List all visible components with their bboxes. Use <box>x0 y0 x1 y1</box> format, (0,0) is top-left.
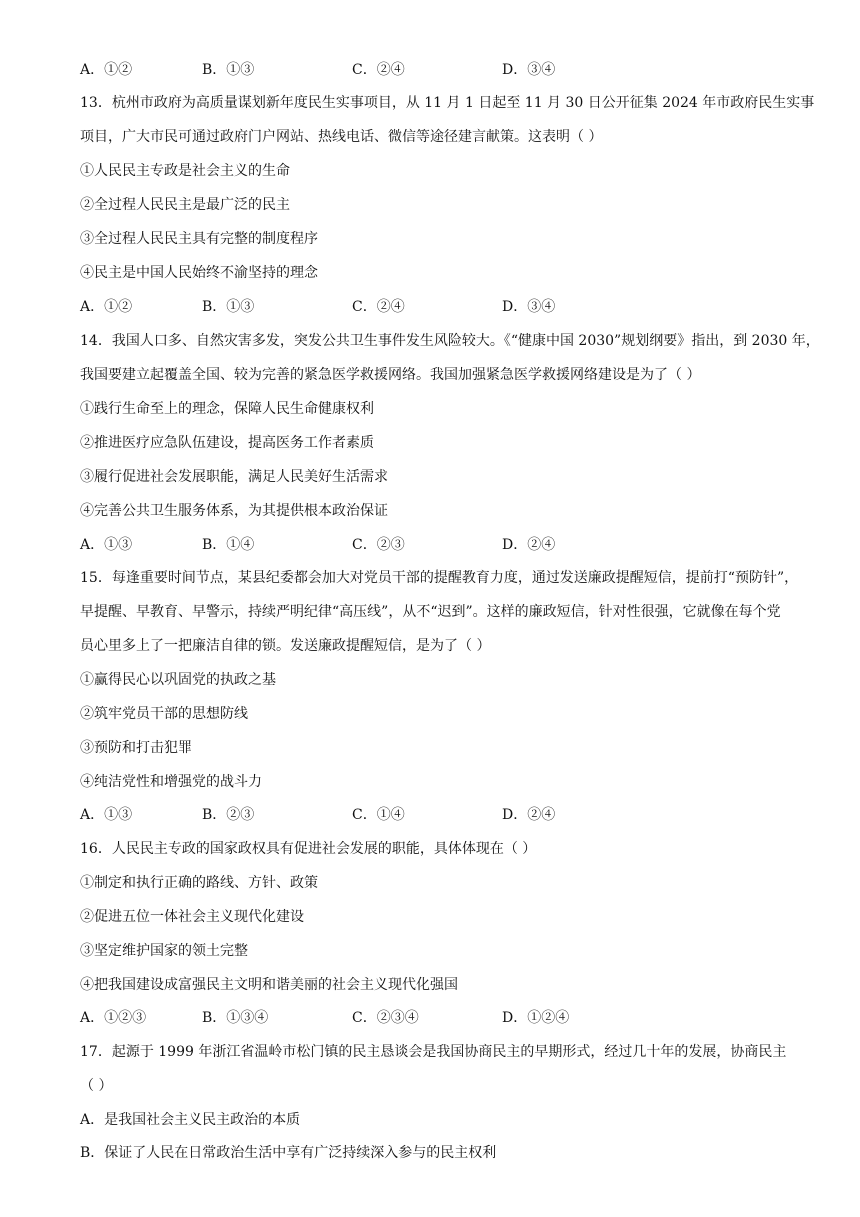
q15-option-d[interactable]: D．②④ <box>502 807 556 823</box>
q14-statement-1: ①践行生命至上的理念，保障人民生命健康权利 <box>80 401 374 417</box>
q13-option-b[interactable]: B．①③ <box>202 299 255 315</box>
q14-stem-line-1: 14．我国人口多、自然灾害多发，突发公共卫生事件发生风险较大。《“健康中国 2030”规划纲要》指出，到 2030 年， <box>80 333 820 349</box>
q16-option-b[interactable]: B．①③④ <box>202 1010 269 1026</box>
q12-options <box>80 60 780 80</box>
q13-statement-2: ②全过程人民民主是最广泛的民主 <box>80 197 290 213</box>
q15-statement-3: ③预防和打击犯罪 <box>80 740 192 756</box>
q13-stem-line-2: 项目，广大市民可通过政府门户网站、热线电话、微信等途径建言献策。这表明（ ） <box>80 129 603 145</box>
q15-stem-line-2: 早提醒、早教育、早警示，持续严明纪律“高压线”，从不“迟到”。这样的廉政短信，针对性很强，它就像在每个党 <box>80 604 781 620</box>
q14-option-c[interactable]: C．②③ <box>352 537 405 553</box>
q13-option-a[interactable]: A．①② <box>80 299 133 315</box>
q15-statement-2: ②筑牢党员干部的思想防线 <box>80 706 248 722</box>
q16-statement-1: ①制定和执行正确的路线、方针、政策 <box>80 875 318 891</box>
q17-stem-line-1: 17．起源于 1999 年浙江省温岭市松门镇的民主恳谈会是我国协商民主的早期形式，经过几十年的发展，协商民主 <box>80 1044 787 1060</box>
q15-stem-line-1: 15．每逢重要时间节点，某县纪委都会加大对党员干部的提醒教育力度，通过发送廉政提醒短信，提前打“预防针”， <box>80 570 799 586</box>
q15-statement-1: ①赢得民心以巩固党的执政之基 <box>80 672 276 688</box>
q16-stem-line-1: 16．人民民主专政的国家政权具有促进社会发展的职能，具体体现在（ ） <box>80 841 537 857</box>
q14-options <box>80 535 780 555</box>
q14-option-b[interactable]: B．①④ <box>202 537 255 553</box>
q17-option-a[interactable]: A．是我国社会主义民主政治的本质 <box>80 1112 301 1128</box>
q13-statement-1: ①人民民主专政是社会主义的生命 <box>80 163 290 179</box>
q13-option-d[interactable]: D．③④ <box>502 299 556 315</box>
q16-option-a[interactable]: A．①②③ <box>80 1010 147 1026</box>
q14-stem-line-2: 我国要建立起覆盖全国、较为完善的紧急医学救援网络。我国加强紧急医学救援网络建设是为了（ ） <box>80 367 701 383</box>
q16-option-d[interactable]: D．①②④ <box>502 1010 570 1026</box>
q14-statement-4: ④完善公共卫生服务体系，为其提供根本政治保证 <box>80 503 388 519</box>
q16-option-c[interactable]: C．②③④ <box>352 1010 419 1026</box>
q13-option-c[interactable]: C．②④ <box>352 299 405 315</box>
q17-stem-line-2: （ ） <box>80 1078 113 1094</box>
q15-stem-line-3: 员心里多上了一把廉洁自律的锁。发送廉政提醒短信，是为了（ ） <box>80 638 491 654</box>
q13-options <box>80 297 780 317</box>
q13-stem-line-1: 13．杭州市政府为高质量谋划新年度民生实事项目，从 11 月 1 日起至 11 月 30 日公开征集 2024 年市政府民生实事 <box>80 95 815 111</box>
q14-option-d[interactable]: D．②④ <box>502 537 556 553</box>
q15-option-a[interactable]: A．①③ <box>80 807 133 823</box>
q17-option-b[interactable]: B．保证了人民在日常政治生活中享有广泛持续深入参与的民主权利 <box>80 1145 497 1161</box>
q16-statement-4: ④把我国建设成富强民主文明和谐美丽的社会主义现代化强国 <box>80 977 458 993</box>
q14-statement-3: ③履行促进社会发展职能，满足人民美好生活需求 <box>80 469 388 485</box>
q16-options <box>80 1008 780 1028</box>
q15-options <box>80 805 780 825</box>
q13-statement-3: ③全过程人民民主具有完整的制度程序 <box>80 231 318 247</box>
q15-option-c[interactable]: C．①④ <box>352 807 405 823</box>
q12-option-b[interactable]: B．①③ <box>202 62 255 78</box>
q16-statement-3: ③坚定维护国家的领土完整 <box>80 943 248 959</box>
q16-statement-2: ②促进五位一体社会主义现代化建设 <box>80 909 304 925</box>
q13-statement-4: ④民主是中国人民始终不渝坚持的理念 <box>80 265 318 281</box>
q15-option-b[interactable]: B．②③ <box>202 807 255 823</box>
q15-statement-4: ④纯洁党性和增强党的战斗力 <box>80 774 262 790</box>
q12-option-c[interactable]: C．②④ <box>352 62 405 78</box>
q14-option-a[interactable]: A．①③ <box>80 537 133 553</box>
q14-statement-2: ②推进医疗应急队伍建设，提高医务工作者素质 <box>80 435 374 451</box>
q12-option-a[interactable]: A．①② <box>80 62 133 78</box>
q12-option-d[interactable]: D．③④ <box>502 62 556 78</box>
